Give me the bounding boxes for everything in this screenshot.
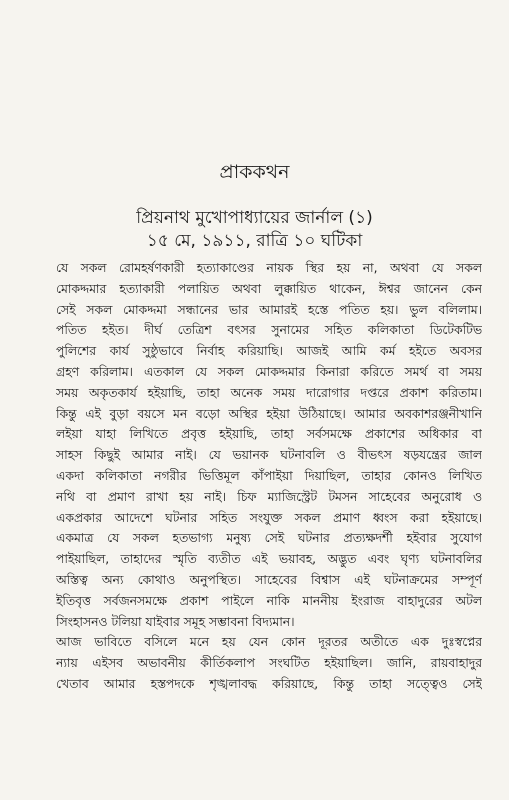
- text-line: গ্রহণ করিলাম। এতকাল যে সকল মোকদ্দমার কিনারা করিতে সমর্থ বা সময়: [56, 364, 482, 379]
- text-line: সেই সকল মোকদ্দমা সন্ধানের ভার আমারই হস্তে পতিত হয়। ভুল বলিলাম।: [56, 302, 482, 317]
- text-line: আজ ভাবিতে বসিলে মনে হয় যেন কোন দূরতর অতীতে এক দুঃস্বপ্নের: [56, 635, 482, 650]
- text-line: একমাত্র যে সকল হতভাগ্য মনুষ্য সেই ঘটনার প্রত্যক্ষদর্শী হইবার সুযোগ: [56, 531, 482, 546]
- text-line: সময় অকৃতকার্য হইয়াছি, তাহা অনেক সময় দারোগার দপ্তরে প্রকাশ করিতাম।: [56, 385, 482, 400]
- text-line: যে সকল রোমহর্ষণকারী হত্যাকাণ্ডের নায়ক স্থির হয় না, অথবা যে সকল: [56, 261, 482, 275]
- text-line: পতিত হইত। দীর্ঘ তেত্রিশ বৎসর সুনামের সহিত কলিকাতা ডিটেকটিভ: [56, 323, 482, 338]
- text-line: খেতাব আমার হস্তপদকে শৃঙ্খলাবদ্ধ করিয়াছে, কিন্তু তাহা সত্ত্বেও সেই: [56, 676, 482, 691]
- text-line: একপ্রকার আদেশে ঘটনার সহিত সংযুক্ত সকল প্রমাণ ধ্বংস করা হইয়াছে।: [56, 510, 482, 525]
- text-line: সিংহাসনও টলিয়া যাইবার সমূহ সম্ভাবনা বিদ্যমান।: [56, 614, 295, 629]
- journal-title: প্রিয়নাথ মুখোপাধ্যায়ের জার্নাল (১): [136, 208, 373, 228]
- text-line: পুলিশের কার্য সুষ্ঠুভাবে নির্বাহ করিয়াছি। আজই আমি কর্ম হইতে অবসর: [56, 344, 482, 359]
- text-line: একদা কলিকাতা নগরীর ভিত্তিমূল কাঁপাইয়া দিয়াছিল, তাহার কোনও লিখিত: [56, 468, 482, 483]
- chapter-heading: প্রাককথন: [219, 161, 290, 183]
- text-line: ইতিবৃত্ত সর্বজনসমক্ষে প্রকাশ পাইলে নাকি মাননীয় ইংরাজ বাহাদুরের অটল: [56, 593, 482, 608]
- text-line: পাইয়াছিল, তাহাদের স্মৃতি ব্যতীত এই ভয়াবহ, অদ্ভুত এবং ঘৃণ্য ঘটনাবলির: [56, 552, 482, 567]
- text-line: লইয়া যাহা লিখিতে প্রবৃত্ত হইয়াছি, তাহা সর্বসমক্ষে প্রকাশের অধিকার বা: [56, 427, 482, 442]
- text-line: সাহস কিছুই আমার নাই। যে ভয়ানক ঘটনাবলি ও বীভৎস ষড়যন্ত্রের জাল: [56, 448, 482, 463]
- journal-date: ১৫ মে, ১৯১১, রাত্রি ১০ ঘটিকা: [146, 231, 363, 251]
- body-text: [56, 258, 482, 695]
- text-line: ন্যায় এইসব অভাবনীয় কীর্তিকলাপ সংঘটিত হইয়াছিল। জানি, রায়বাহাদুর: [56, 656, 482, 671]
- text-line: নথি বা প্রমাণ রাখা হয় নাই। চিফ ম্যাজিস্ট্রেট টমসন সাহেবের অনুরোধ ও: [56, 489, 482, 504]
- text-line: মোকদ্দমার হত্যাকারী পলায়িত অথবা লুক্কায়িত থাকেন, ঈশ্বর জানেন কেন: [56, 281, 482, 296]
- text-line: কিন্তু এই বুড়া বয়সে মন বড়ো অস্থির হইয়া উঠিয়াছে। আমার অবকাশরঞ্জনীখানি: [56, 406, 482, 421]
- text-line: অস্তিত্ব অন্য কোথাও অনুপস্থিত। সাহেবের বিশ্বাস এই ঘটনাক্রমের সম্পূর্ণ: [56, 572, 482, 587]
